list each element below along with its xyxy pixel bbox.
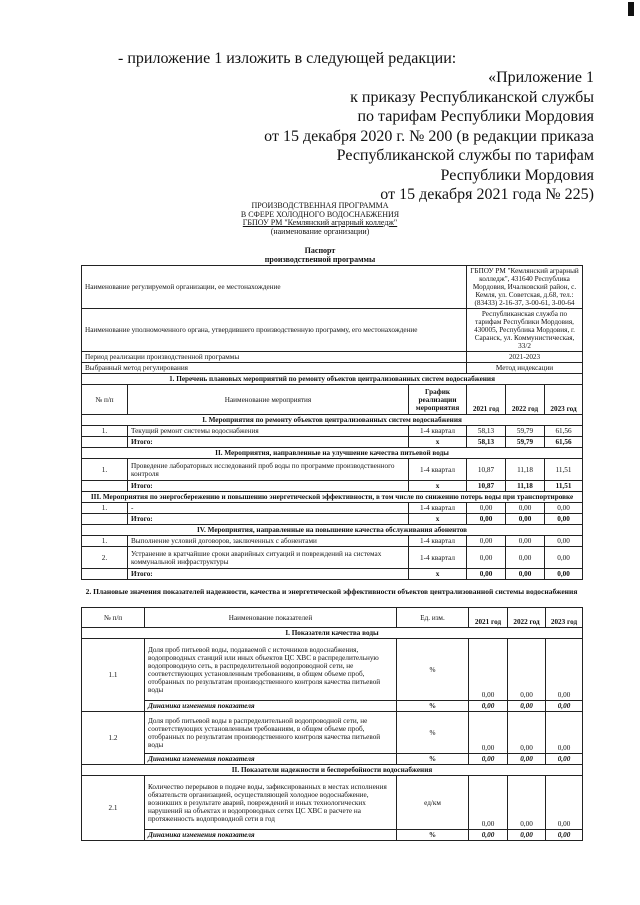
- program-title-line: В СФЕРЕ ХОЛОДНОГО ВОДОСНАБЖЕНИЯ: [240, 209, 400, 219]
- section-row: [82, 628, 583, 639]
- indicator-unit: %: [397, 639, 469, 701]
- dynamics-row: [82, 830, 583, 841]
- dynamics-value: 0,00: [508, 701, 546, 712]
- indicator-value: 0,00: [546, 712, 583, 754]
- dynamics-label: Динамика изменения показателя: [145, 830, 397, 841]
- section-title: II. Показатели надежности и бесперебойности водоснабжения: [82, 765, 583, 776]
- indicator-value: 0,00: [469, 776, 508, 830]
- col-header-schedule: График реализации мероприятия: [409, 385, 467, 415]
- total-label: Итого:: [128, 481, 409, 492]
- row-value: 59,79: [506, 426, 545, 437]
- section-row: [82, 525, 583, 536]
- total-schedule: x: [409, 569, 467, 580]
- dynamics-unit: %: [397, 754, 469, 765]
- indicator-name: Доля проб питьевой воды в распределительной водопроводной сети, не соответствующих установленным требованиям, в общем объеме проб, отобранных по результатам производственного контроля качества питьевой воды: [145, 712, 397, 754]
- table-header-row: [82, 385, 583, 415]
- section-row: [82, 492, 583, 503]
- dynamics-row: [82, 701, 583, 712]
- intro-line: - приложение 1 изложить в следующей редакции:: [118, 50, 457, 67]
- passport-title: [120, 246, 520, 264]
- passport-value: Республиканская служба по тарифам Республики Мордовия, 430005, Республика Мордовия, г. Саранск, ул. Коммунистическая, 33/2: [467, 309, 583, 352]
- section-row: [82, 448, 583, 459]
- total-value: 0,00: [545, 514, 583, 525]
- total-row: [82, 569, 583, 580]
- table-row: [82, 536, 583, 547]
- col-header-year: 2021 год: [467, 385, 506, 415]
- table2-title: 2. Плановые значения показателей надежности, качества и энергетической эффективности объектов централизованной системы водоснабжения: [85, 587, 578, 596]
- section-title: II. Мероприятия, направленные на улучшение качества питьевой воды: [82, 448, 583, 459]
- passport-and-activities-table: [81, 265, 583, 580]
- program-title: [120, 202, 520, 236]
- row-schedule: 1-4 квартал: [409, 459, 467, 481]
- passport-title-line: производственной программы: [264, 255, 376, 264]
- table-row: [82, 503, 583, 514]
- row-value: 0,00: [506, 503, 545, 514]
- scan-edge-mark: [628, 2, 634, 16]
- total-value: 0,00: [506, 569, 545, 580]
- indicator-unit: ед/км: [397, 776, 469, 830]
- indicator-value: 0,00: [546, 639, 583, 701]
- col-header-year: 2023 год: [545, 385, 583, 415]
- total-value: 11,51: [545, 481, 583, 492]
- indicator-row: [82, 776, 583, 830]
- row-schedule: 1-4 квартал: [409, 547, 467, 569]
- row-value: 0,00: [545, 536, 583, 547]
- indicator-value: 0,00: [546, 776, 583, 830]
- table-title-row: [82, 374, 583, 385]
- organization-caption: (наименование организации): [270, 226, 370, 236]
- appendix-line: Республиканской службы по тарифам: [336, 147, 594, 164]
- dynamics-value: 0,00: [508, 754, 546, 765]
- dynamics-value: 0,00: [469, 830, 508, 841]
- section-title: IV. Мероприятия, направленные на повышение качества обслуживания абонентов: [82, 525, 583, 536]
- indicator-row: [82, 712, 583, 754]
- passport-title-line: Паспорт: [304, 246, 336, 255]
- row-schedule: 1-4 квартал: [409, 426, 467, 437]
- appendix-line: Республики Мордовия: [440, 166, 594, 184]
- col-header-year: 2021 год: [469, 608, 508, 628]
- dynamics-unit: %: [397, 701, 469, 712]
- dynamics-value: 0,00: [469, 701, 508, 712]
- row-num: 2.1: [82, 776, 145, 841]
- section-row: [82, 415, 583, 426]
- row-name: Выполнение условий договоров, заключенных с абонентами: [128, 536, 409, 547]
- row-name: Устранение в кратчайшие сроки аварийных ситуаций и повреждений на системах коммунальной инфраструктуры: [128, 547, 409, 569]
- dynamics-unit: %: [397, 830, 469, 841]
- section-title: III. Мероприятия по энергосбережению и повышению энергетической эффективности, в том числе по снижению потерь воды при транспортировке: [82, 492, 583, 503]
- row-value: 0,00: [545, 547, 583, 569]
- total-schedule: x: [409, 481, 467, 492]
- passport-row: [82, 309, 583, 352]
- row-value: 0,00: [467, 503, 506, 514]
- indicator-value: 0,00: [508, 776, 546, 830]
- dynamics-label: Динамика изменения показателя: [145, 754, 397, 765]
- appendix-line: от 15 декабря 2020 г. № 200 (в редакции приказа: [264, 127, 594, 145]
- total-value: 11,18: [506, 481, 545, 492]
- passport-value: Метод индексации: [467, 363, 583, 374]
- indicator-value: 0,00: [469, 712, 508, 754]
- row-value: 11,51: [545, 459, 583, 481]
- row-num: 1.: [82, 536, 128, 547]
- passport-label: Наименование регулируемой организации, ее местонахождение: [82, 266, 467, 309]
- total-value: 0,00: [467, 514, 506, 525]
- dynamics-row: [82, 754, 583, 765]
- row-value: 0,00: [506, 547, 545, 569]
- section-row: [82, 765, 583, 776]
- col-header-unit: Ед. изм.: [397, 608, 469, 628]
- total-label: Итого:: [128, 437, 409, 448]
- row-value: 0,00: [467, 536, 506, 547]
- section-title: I. Мероприятия по ремонту объектов централизованных систем водоснабжения: [82, 415, 583, 426]
- program-title-line: ПРОИЗВОДСТВЕННАЯ ПРОГРАММА: [251, 201, 389, 210]
- col-header-num: № п/п: [82, 608, 145, 628]
- organization-name: ГБПОУ РМ "Кемлянский аграрный колледж": [242, 218, 398, 227]
- indicator-value: 0,00: [469, 639, 508, 701]
- row-num: 1.: [82, 426, 128, 437]
- row-name: Текущий ремонт системы водоснабжения: [128, 426, 409, 437]
- table-row: [82, 547, 583, 569]
- passport-row: [82, 266, 583, 309]
- row-num: 1.2: [82, 712, 145, 765]
- passport-row: [82, 363, 583, 374]
- total-label: Итого:: [128, 569, 409, 580]
- indicator-unit: %: [397, 712, 469, 754]
- col-header-year: 2022 год: [506, 385, 545, 415]
- row-value: 0,00: [467, 547, 506, 569]
- total-value: 58,13: [467, 437, 506, 448]
- row-value: 11,18: [506, 459, 545, 481]
- indicator-value: 0,00: [508, 639, 546, 701]
- col-header-name: Наименование показателей: [145, 608, 397, 628]
- total-value: 61,56: [545, 437, 583, 448]
- total-value: 0,00: [545, 569, 583, 580]
- total-row: [82, 437, 583, 448]
- indicator-row: [82, 639, 583, 701]
- row-name: -: [128, 503, 409, 514]
- row-value: 61,56: [545, 426, 583, 437]
- passport-value: 2021-2023: [467, 352, 583, 363]
- total-row: [82, 514, 583, 525]
- appendix-line: к приказу Республиканской службы: [350, 88, 594, 106]
- appendix-heading: [214, 68, 594, 205]
- total-value: 10,87: [467, 481, 506, 492]
- row-value: 58,13: [467, 426, 506, 437]
- total-value: 0,00: [467, 569, 506, 580]
- col-header-name: Наименование мероприятия: [128, 385, 409, 415]
- passport-row: [82, 352, 583, 363]
- row-value: 10,87: [467, 459, 506, 481]
- indicator-name: Доля проб питьевой воды, подаваемой с источников водоснабжения, водопроводных станций или иных объектов ЦС ХВС в распределительную водопроводную сеть, в распределительной водопроводной сети, не соответствующих установленным требованиям, в общем объеме проб, отобранных по результатам производственного контроля качества питьевой воды: [145, 639, 397, 701]
- appendix-line: «Приложение 1: [488, 69, 594, 86]
- table-row: [82, 426, 583, 437]
- row-num: 1.: [82, 459, 128, 481]
- col-header-year: 2023 год: [546, 608, 583, 628]
- appendix-line: по тарифам Республики Мордовия: [357, 108, 594, 125]
- table1-title: 1. Перечень плановых мероприятий по ремонту объектов централизованных систем водоснабжения: [82, 374, 583, 385]
- row-value: 0,00: [545, 503, 583, 514]
- dynamics-value: 0,00: [546, 830, 583, 841]
- total-label: Итого:: [128, 514, 409, 525]
- col-header-year: 2022 год: [508, 608, 546, 628]
- dynamics-value: 0,00: [546, 754, 583, 765]
- dynamics-value: 0,00: [508, 830, 546, 841]
- indicator-value: 0,00: [508, 712, 546, 754]
- total-value: 0,00: [506, 514, 545, 525]
- dynamics-label: Динамика изменения показателя: [145, 701, 397, 712]
- section-title: I. Показатели качества воды: [82, 628, 583, 639]
- total-schedule: x: [409, 437, 467, 448]
- indicators-table: [81, 607, 583, 841]
- total-value: 59,79: [506, 437, 545, 448]
- table-header-row: [82, 608, 583, 628]
- passport-value: ГБПОУ РМ "Кемлянский аграрный колледж", 431640 Республика Мордовия, Ичалковский район, с. Кемля, ул. Советская, д.68, тел.: (83433) 2-16-37, 3-00-61, 3-00-64: [467, 266, 583, 309]
- row-schedule: 1-4 квартал: [409, 503, 467, 514]
- row-name: Проведение лабораторных исследований проб воды по программе производственного контроля: [128, 459, 409, 481]
- table-row: [82, 459, 583, 481]
- total-row: [82, 481, 583, 492]
- passport-label: Наименование уполномоченного органа, утвердившего производственную программу, его местонахождение: [82, 309, 467, 352]
- appendix-line: от 15 декабря 2021 года № 225): [380, 186, 594, 203]
- indicator-name: Количество перерывов в подаче воды, зафиксированных в местах исполнения обязательств организацией, осуществляющей холодное водоснабжение, возникших в результате аварий, повреждений и иных технологических нарушений на объектах и водопроводных сетях ЦС ХВС в расчете на протяженность водопроводной сети в год: [145, 776, 397, 830]
- row-schedule: 1-4 квартал: [409, 536, 467, 547]
- dynamics-value: 0,00: [469, 754, 508, 765]
- row-num: 1.: [82, 503, 128, 514]
- passport-label: Период реализации производственной программы: [82, 352, 467, 363]
- row-value: 0,00: [506, 536, 545, 547]
- total-schedule: x: [409, 514, 467, 525]
- row-num: 1.1: [82, 639, 145, 712]
- passport-label: Выбранный метод регулирования: [82, 363, 467, 374]
- col-header-num: № п/п: [82, 385, 128, 415]
- dynamics-value: 0,00: [546, 701, 583, 712]
- row-num: 2.: [82, 547, 128, 569]
